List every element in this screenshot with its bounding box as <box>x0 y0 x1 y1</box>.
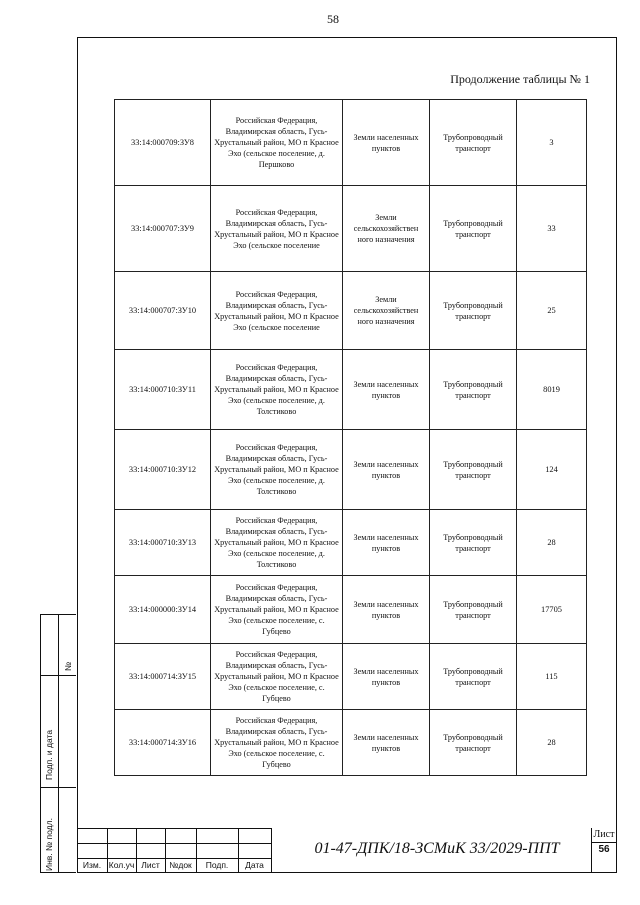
address-cell: Российская Федерация, Владимирская область, Гусь-Хрустальный район, МО п Красное Эхо (сельское поселение <box>211 272 343 350</box>
table-row <box>115 430 587 510</box>
table-row <box>115 350 587 430</box>
sheet-label: Лист <box>593 829 615 840</box>
land-plots-table <box>114 99 587 776</box>
land-category-cell: Земли населенных пунктов <box>343 644 430 710</box>
table-row <box>115 186 587 272</box>
address-cell: Российская Федерация, Владимирская область, Гусь-Хрустальный район, МО п Красное Эхо (сельское поселение, с. Губцево <box>211 644 343 710</box>
permitted-use-cell: Трубопроводный транспорт <box>430 100 517 186</box>
cadastral-number-cell: 33:14:000000:ЗУ14 <box>115 576 211 644</box>
table-row <box>115 272 587 350</box>
land-category-cell: Земли сельскохозяйствен ного назначения <box>343 186 430 272</box>
cadastral-number-cell: 33:14:000714:ЗУ16 <box>115 710 211 776</box>
address-cell: Российская Федерация, Владимирская область, Гусь-Хрустальный район, МО п Красное Эхо (сельское поселение, д. Толстиково <box>211 510 343 576</box>
continuation-title: Продолжение таблицы № 1 <box>450 72 590 86</box>
address-cell: Российская Федерация, Владимирская область, Гусь-Хрустальный район, МО п Красное Эхо (сельское поселение, с. Губцево <box>211 576 343 644</box>
sheet-number: 56 <box>598 844 610 855</box>
side-no-label: № <box>63 661 73 671</box>
area-cell: 25 <box>517 272 587 350</box>
table-row <box>115 510 587 576</box>
cadastral-number-cell: 33:14:000710:ЗУ12 <box>115 430 211 510</box>
table-row <box>115 710 587 776</box>
permitted-use-cell: Трубопроводный транспорт <box>430 272 517 350</box>
area-cell: 33 <box>517 186 587 272</box>
title-block <box>77 828 617 873</box>
table-row <box>115 100 587 186</box>
side-stamp <box>40 614 76 873</box>
cadastral-number-cell: 33:14:000714:ЗУ15 <box>115 644 211 710</box>
permitted-use-cell: Трубопроводный транспорт <box>430 350 517 430</box>
land-category-cell: Земли населенных пунктов <box>343 430 430 510</box>
document-code: 01-47-ДПК/18-ЗСМиК 33/2029-ППТ <box>314 840 560 857</box>
permitted-use-cell: Трубопроводный транспорт <box>430 710 517 776</box>
address-cell: Российская Федерация, Владимирская область, Гусь-Хрустальный район, МО п Красное Эхо (сельское поселение <box>211 186 343 272</box>
area-cell: 28 <box>517 510 587 576</box>
cadastral-number-cell: 33:14:000710:ЗУ11 <box>115 350 211 430</box>
table-row <box>115 576 587 644</box>
area-cell: 124 <box>517 430 587 510</box>
stamp-izm: Изм. <box>82 860 102 870</box>
address-cell: Российская Федерация, Владимирская область, Гусь-Хрустальный район, МО п Красное Эхо (сельское поселение, д. Першково <box>211 100 343 186</box>
land-category-cell: Земли сельскохозяйствен ного назначения <box>343 272 430 350</box>
permitted-use-cell: Трубопроводный транспорт <box>430 576 517 644</box>
address-cell: Российская Федерация, Владимирская область, Гусь-Хрустальный район, МО п Красное Эхо (сельское поселение, д. Толстиково <box>211 350 343 430</box>
area-cell: 8019 <box>517 350 587 430</box>
permitted-use-cell: Трубопроводный транспорт <box>430 186 517 272</box>
address-cell: Российская Федерация, Владимирская область, Гусь-Хрустальный район, МО п Красное Эхо (сельское поселение, с. Губцево <box>211 710 343 776</box>
land-category-cell: Земли населенных пунктов <box>343 350 430 430</box>
side-podp-data-label: Подп. и дата <box>44 729 54 780</box>
permitted-use-cell: Трубопроводный транспорт <box>430 644 517 710</box>
area-cell: 3 <box>517 100 587 186</box>
stamp-list: Лист <box>141 860 160 870</box>
area-cell: 115 <box>517 644 587 710</box>
address-cell: Российская Федерация, Владимирская область, Гусь-Хрустальный район, МО п Красное Эхо (сельское поселение, д. Толстиково <box>211 430 343 510</box>
stamp-kol: Кол.уч <box>108 860 135 870</box>
stamp-podp: Подп. <box>205 860 229 870</box>
permitted-use-cell: Трубопроводный транспорт <box>430 510 517 576</box>
permitted-use-cell: Трубопроводный транспорт <box>430 430 517 510</box>
cadastral-number-cell: 33:14:000707:ЗУ9 <box>115 186 211 272</box>
land-category-cell: Земли населенных пунктов <box>343 510 430 576</box>
stamp-ndok: №док <box>169 860 192 870</box>
land-category-cell: Земли населенных пунктов <box>343 710 430 776</box>
stamp-data: Дата <box>245 860 264 870</box>
cadastral-number-cell: 33:14:000709:ЗУ8 <box>115 100 211 186</box>
cadastral-number-cell: 33:14:000707:ЗУ10 <box>115 272 211 350</box>
land-category-cell: Земли населенных пунктов <box>343 100 430 186</box>
page-number: 58 <box>327 12 339 26</box>
area-cell: 17705 <box>517 576 587 644</box>
area-cell: 28 <box>517 710 587 776</box>
cadastral-number-cell: 33:14:000710:ЗУ13 <box>115 510 211 576</box>
land-category-cell: Земли населенных пунктов <box>343 576 430 644</box>
side-inv-label: Инв. № подл. <box>44 818 54 871</box>
table-row <box>115 644 587 710</box>
